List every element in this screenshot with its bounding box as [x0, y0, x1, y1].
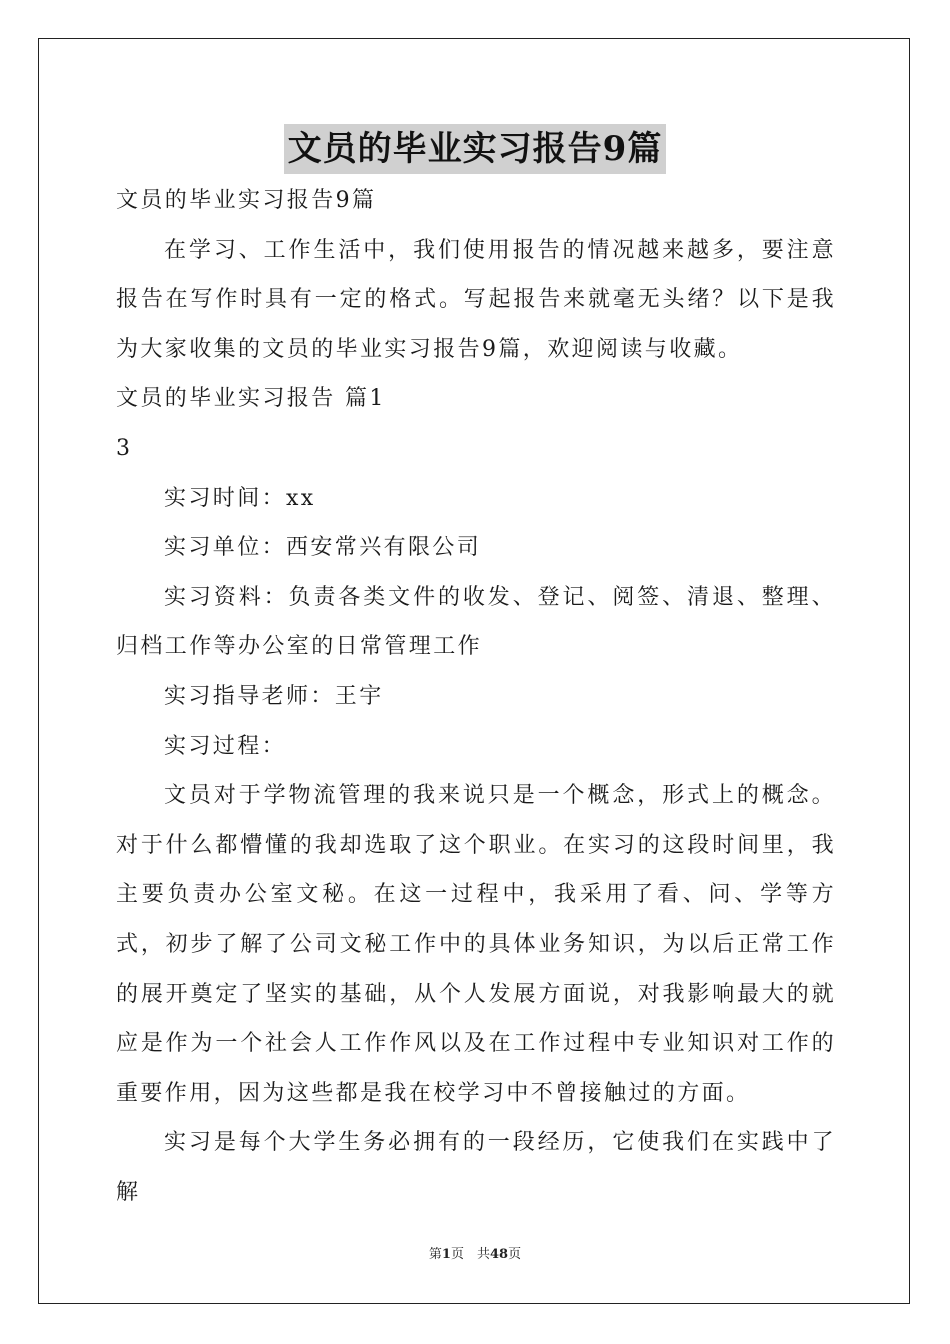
intro-paragraph: 在学习、工作生活中，我们使用报告的情况越来越多，要注意报告在写作时具有一定的格式。写起报告来就毫无头绪？以下是我为大家收集的文员的毕业实习报告9篇，欢迎阅读与收藏。 — [116, 237, 836, 362]
body-paragraph: 文员对于学物流管理的我来说只是一个概念，形式上的概念。对于什么都懵懂的我却选取了这个职业。在实习的这段时间里，我主要负责办公室文秘。在这一过程中，我采用了看、问、学等方式，初步了解了公司文秘工作中的具体业务知识，为以后正常工作的展开奠定了坚实的基础，从个人发展方面说，对我影响最大的就应是作为一个社会人工作作风以及在工作过程中专业知识对工作的重要作用，因为这些都是我在校学习中不曾接触过的方面。 — [116, 783, 836, 1106]
internship-process-label: 实习过程： — [164, 733, 287, 759]
section-number: 3 — [116, 435, 133, 461]
internship-content: 实习资料：负责各类文件的收发、登记、阅签、清退、整理、归档工作等办公室的日常管理工作 — [116, 584, 836, 660]
internship-time: 实习时间：xx — [164, 485, 316, 511]
page-mid: 页 共 — [450, 1247, 490, 1262]
page-total: 48 — [489, 1247, 509, 1262]
document-title-text: 文员的毕业实习报告9篇 — [284, 124, 667, 174]
page-current: 1 — [441, 1247, 451, 1262]
document-body — [116, 176, 836, 1217]
document-subtitle: 文员的毕业实习报告9篇 — [116, 188, 377, 213]
page-suffix: 页 — [508, 1247, 522, 1262]
internship-teacher: 实习指导老师：王宇 — [164, 683, 384, 709]
page-footer — [0, 1243, 950, 1262]
internship-unit: 实习单位：西安常兴有限公司 — [164, 535, 482, 561]
page-prefix: 第 — [428, 1247, 442, 1262]
body-paragraph: 实习是每个大学生务必拥有的一段经历，它使我们在实践中了解 — [116, 1130, 836, 1205]
document-title — [0, 124, 950, 174]
section-heading: 文员的毕业实习报告 篇1 — [116, 386, 386, 412]
